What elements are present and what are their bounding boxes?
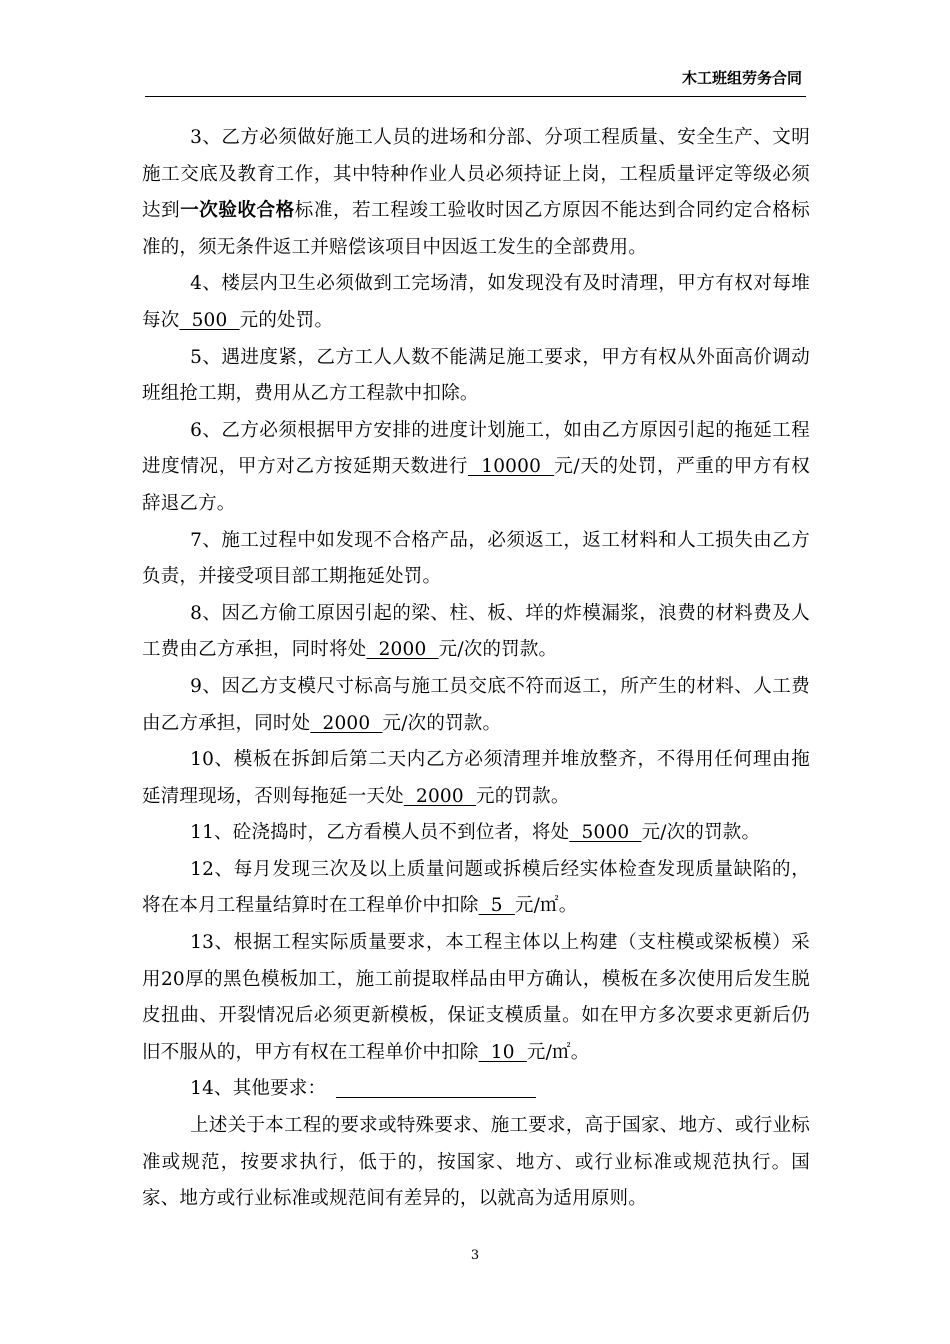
document-title: 木工班组劳务合同 <box>681 69 802 87</box>
clause-11-amount: 5000 <box>569 822 642 844</box>
clause-13 <box>142 925 810 1071</box>
clause-3-text: 3、乙方必须做好施工人员的进场和分部、分项工程质量、安全生产、文明施工交底及教育工作，其中特种作业人员必须持证上岗，工程质量评定等级必须达到 <box>142 127 810 222</box>
clause-13-text: 13、根据工程实际质量要求，本工程主体以上构建（支柱模或梁板模）采用20厚的黑色模板加工，施工前提取样品由甲方确认，模板在多次使用后发生脱皮扭曲、开裂情况后必须更新模板，保证支模质量。如在甲方多次要求更新后仍旧不服从的，甲方有权在工程单价中扣除 <box>142 932 810 1063</box>
clause-4-text: 4、楼层内卫生必须做到工完场清，如发现没有及时清理，甲方有权对每堆每次 <box>142 273 810 331</box>
clause-9-amount: 2000 <box>310 712 383 734</box>
clause-11 <box>142 815 810 852</box>
clause-11-text: 11、砼浇捣时，乙方看模人员不到位者，将处 <box>190 822 570 844</box>
clause-12-text-end: 元/㎡。 <box>514 895 578 917</box>
clause-8-amount: 2000 <box>366 639 439 661</box>
clause-9-text-end: 元/次的罚款。 <box>382 712 502 734</box>
clause-11-text-end: 元/次的罚款。 <box>641 822 761 844</box>
clause-3-text-end: 标准，若工程竣工验收时因乙方原因不能达到合同约定合格标准的，须无条件返工并赔偿该项目中因返工发生的全部费用。 <box>142 200 811 258</box>
clause-6-text-end: 元/天的处罚，严重的甲方有权辞退乙方。 <box>142 456 810 514</box>
clause-6-text: 6、乙方必须根据甲方安排的进度计划施工，如由乙方原因引起的拖延工程进度情况，甲方对乙方按延期天数进行 <box>142 419 810 478</box>
other-requirements-blank <box>336 1079 536 1099</box>
clause-3 <box>142 120 810 266</box>
page-number: 3 <box>470 1248 480 1263</box>
clause-10-amount: 2000 <box>403 785 477 807</box>
clause-12 <box>142 852 810 925</box>
clause-8-text: 8、因乙方偷工原因引起的梁、柱、板、垟的炸模漏浆，浪费的材料费及人工费由乙方承担，同时将处 <box>142 602 810 661</box>
clause-7: 7、施工过程中如发现不合格产品，必须返工，返工材料和人工损失由乙方负责，并接受项目部工期拖延处罚。 <box>142 529 810 588</box>
clause-8-text-end: 元/次的罚款。 <box>438 639 558 661</box>
clause-14 <box>142 1071 810 1108</box>
clause-13-amount: 10 <box>478 1041 527 1063</box>
clause-9 <box>142 669 810 742</box>
page-header <box>145 62 806 97</box>
clause-10 <box>142 742 810 815</box>
clause-13-text-end: 元/㎡。 <box>526 1041 590 1063</box>
clause-10-text-end: 元的罚款。 <box>476 785 570 807</box>
clause-4-amount: 500 <box>179 309 240 331</box>
clause-14-label: 14、其他要求： <box>190 1078 327 1100</box>
clause-3-emphasis: 一次验收合格 <box>180 200 295 222</box>
closing-paragraph: 上述关于本工程的要求或特殊要求、施工要求，高于国家、地方、或行业标准或规范，按要求执行，低于的，按国家、地方、或行业标准或规范执行。国家、地方或行业标准或规范间有差异的，以就高为适用原则。 <box>142 1115 810 1210</box>
clause-12-text: 12、每月发现三次及以上质量问题或拆模后经实体检查发现质量缺陷的，将在本月工程量结算时在工程单价中扣除 <box>142 858 810 917</box>
clause-6 <box>142 413 810 523</box>
clause-10-text: 10、模板在拆卸后第二天内乙方必须清理并堆放整齐，不得用任何理由拖延清理现场，否则每拖延一天处 <box>142 749 810 807</box>
clause-9-text: 9、因乙方支模尺寸标高与施工员交底不符而返工，所产生的材料、人工费由乙方承担，同时处 <box>142 675 810 734</box>
clause-6-amount: 10000 <box>468 456 555 478</box>
clause-4-text-end: 元的处罚。 <box>239 309 334 331</box>
clause-8 <box>142 596 810 669</box>
clause-5: 5、遇进度紧，乙方工人人数不能满足施工要求，甲方有权从外面高价调动班组抢工期，费用从乙方工程款中扣除。 <box>142 346 810 405</box>
contract-body <box>142 120 810 1218</box>
clause-12-amount: 5 <box>478 895 515 917</box>
clause-4 <box>142 266 810 339</box>
